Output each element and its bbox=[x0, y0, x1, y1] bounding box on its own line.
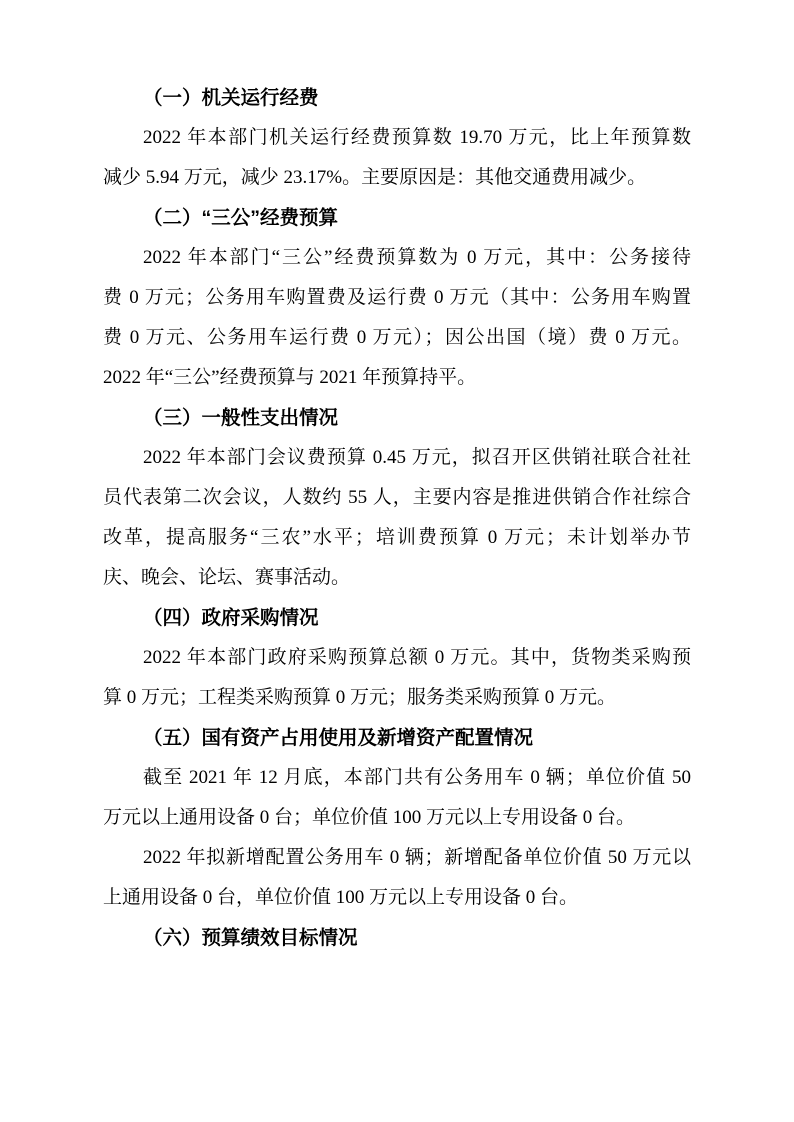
paragraph-line: 2022 年本部门政府采购预算总额 0 万元。其中，货物类采购预 bbox=[143, 647, 691, 668]
paragraph-line: 减少 5.94 万元，减少 23.17%。主要原因是：其他交通费用减少。 bbox=[103, 167, 647, 188]
paragraph-line: 改革，提高服务“三农”水平；培训费预算 0 万元；未计划举办节 bbox=[103, 527, 691, 548]
paragraph-line: 费 0 万元；公务用车购置费及运行费 0 万元（其中：公务用车购置 bbox=[103, 287, 691, 308]
paragraph-line: 2022 年“三公”经费预算与 2021 年预算持平。 bbox=[103, 367, 477, 388]
paragraph-line: 万元以上通用设备 0 台；单位价值 100 万元以上专用设备 0 台。 bbox=[103, 807, 636, 828]
section-heading-4: （四）政府采购情况 bbox=[143, 607, 319, 629]
paragraph-line: 2022 年本部门“三公”经费预算数为 0 万元，其中：公务接待 bbox=[143, 247, 691, 268]
section-heading-1: （一）机关运行经费 bbox=[143, 87, 319, 109]
section-heading-5: （五）国有资产占用使用及新增资产配置情况 bbox=[143, 727, 534, 749]
paragraph-line: 2022 年拟新增配置公务用车 0 辆；新增配备单位价值 50 万元以 bbox=[143, 847, 691, 868]
paragraph-line: 2022 年本部门机关运行经费预算数 19.70 万元，比上年预算数 bbox=[143, 127, 691, 148]
paragraph-line: 算 0 万元；工程类采购预算 0 万元；服务类采购预算 0 万元。 bbox=[103, 687, 617, 708]
paragraph-line: 截至 2021 年 12 月底，本部门共有公务用车 0 辆；单位价值 50 bbox=[143, 767, 691, 788]
section-heading-6: （六）预算绩效目标情况 bbox=[143, 927, 358, 949]
document-body bbox=[103, 78, 691, 958]
paragraph-line: 庆、晚会、论坛、赛事活动。 bbox=[103, 567, 351, 588]
paragraph-line: 上通用设备 0 台，单位价值 100 万元以上专用设备 0 台。 bbox=[103, 887, 579, 908]
paragraph-line: 费 0 万元、公务用车运行费 0 万元）；因公出国（境）费 0 万元。 bbox=[103, 327, 691, 348]
section-heading-2: （二）“三公”经费预算 bbox=[143, 207, 339, 229]
paragraph-line: 员代表第二次会议，人数约 55 人，主要内容是推进供销合作社综合 bbox=[103, 487, 691, 508]
paragraph-line: 2022 年本部门会议费预算 0.45 万元，拟召开区供销社联合社社 bbox=[143, 447, 691, 468]
section-heading-3: （三）一般性支出情况 bbox=[143, 407, 339, 429]
